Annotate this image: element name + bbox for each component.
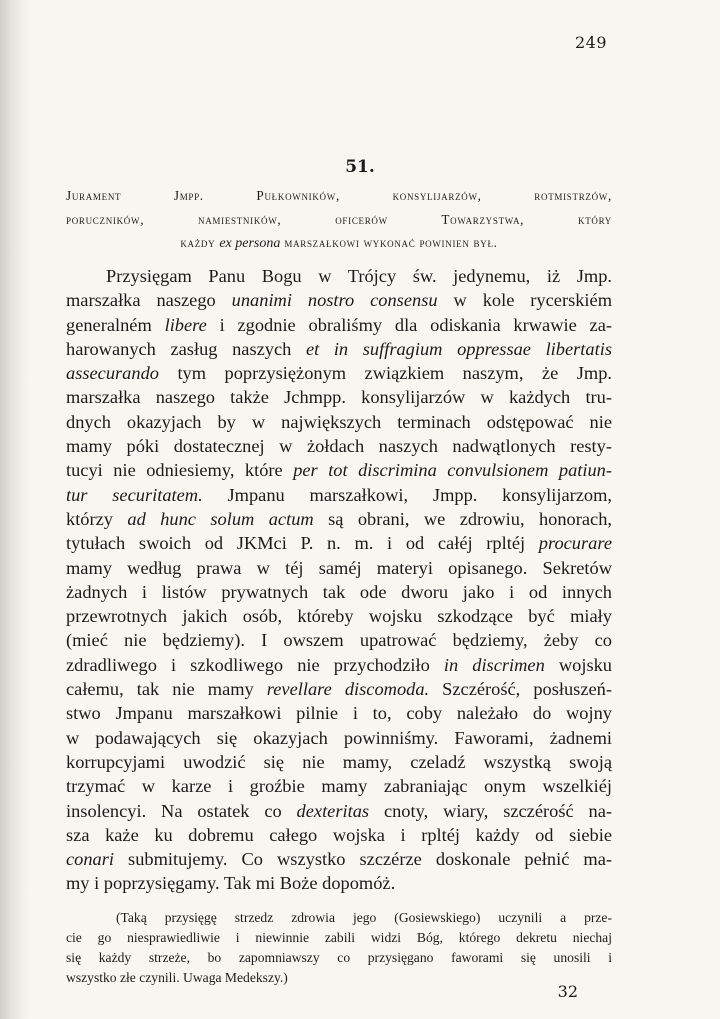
note-line: (Taką przysięgę strzedz zdrowia jego (Gosiewskiego) uczynili a prze- [116, 910, 612, 925]
text-segment: mamy póki dostatecznej w żołdach naszych nadwątlonych resty- [66, 436, 612, 457]
text-line [66, 337, 612, 361]
italic-latin-phrase: unanimi nostro consensu [231, 290, 438, 311]
text-segment: sza każe ku dobremu całego wojska i rpltéj każdy od siebie [66, 824, 612, 845]
text-segment: żadnych i listów prywatnych tak ode dworu jako i od innych [66, 581, 612, 602]
italic-latin-phrase: in discrimen [443, 654, 545, 675]
text-segment: harowanych zasług naszych [66, 338, 306, 359]
text-line [66, 604, 612, 628]
text-line [66, 313, 612, 337]
text-line [66, 288, 612, 312]
text-line [66, 628, 612, 652]
text-line [66, 361, 612, 385]
text-segment: submitujemy. Co wszystko szczérze doskonale pełnić ma- [114, 849, 612, 870]
text-line [66, 726, 612, 750]
italic-latin-phrase: assecurando [66, 363, 159, 384]
text-segment: stwo Jmpanu marszałkowi pilnie i to, coby należało do wojny [66, 703, 612, 724]
text-segment: mamy według prawa w téj saméj materyi opisanego. Sekretów [66, 557, 612, 578]
italic-latin-phrase: dexteritas [296, 800, 370, 821]
text-line [66, 653, 612, 677]
heading-italic-text: ex persona [219, 236, 281, 251]
oath-text [66, 264, 612, 896]
text-line [66, 580, 612, 604]
signature-mark: 32 [557, 982, 578, 1001]
text-segment: marszałka naszego [66, 290, 232, 311]
text-line [66, 823, 612, 847]
book-spine-shadow [0, 0, 30, 1019]
text-line [66, 871, 612, 895]
text-segment: Jmpanu marszałkowi, Jmpp. konsylijarzom, [202, 484, 612, 505]
text-segment: w kole rycerskiém [437, 290, 613, 311]
heading-line [66, 231, 612, 256]
note-line: się każdy strzeże, bo zapomniawszy co przysięgano faworami się unosili i [66, 950, 612, 965]
text-line [66, 531, 612, 555]
text-line [66, 774, 612, 798]
text-segment: tucyi nie odniesiemy, które [66, 460, 294, 481]
text-segment: przewrotnych jakich osób, któreby wojsku szkodzące być miały [66, 606, 612, 627]
editorial-note [66, 908, 612, 988]
text-segment: marszałka naszego także Jchmpp. konsylijarzów w każdych tru- [66, 387, 612, 408]
document-number: 51. [345, 157, 375, 177]
text-segment: zdradliwego i szkodliwego nie przychodziło [66, 654, 444, 675]
text-segment: insolencyi. Na ostatek co [66, 800, 297, 821]
text-line [66, 264, 612, 288]
text-segment: (mieć nie będziemy). I owszem upatrować będziemy, żeby co [66, 630, 612, 651]
text-segment: generalném [66, 314, 165, 335]
text-segment: trzymać w karze i groźbie mamy zabraniając onym wszelkiéj [66, 776, 612, 797]
text-line [66, 507, 612, 531]
text-line [66, 483, 612, 507]
text-segment: całemu, tak nie mamy [66, 679, 267, 700]
italic-latin-phrase: conari [66, 849, 115, 870]
heading-line: poruczników, namiestników, oficerów Towarzystwa, który [66, 211, 612, 227]
text-segment: i zgodnie obraliśmy dla odiskania krwawie za- [206, 314, 612, 335]
text-segment: są obrani, we zdrowiu, honorach, [313, 508, 612, 529]
text-segment: cnoty, wiary, szczérość na- [369, 800, 612, 821]
text-line [66, 458, 612, 482]
text-line [66, 385, 612, 409]
heading-text: każdy [180, 235, 216, 250]
page-number: 249 [574, 33, 607, 52]
text-segment: my i poprzysięgamy. Tak mi Boże dopomóż. [66, 873, 396, 894]
heading-line: Jurament Jmpp. Pułkowników, konsylijarzów, rotmistrzów, [66, 188, 612, 203]
text-line [66, 750, 612, 774]
text-line [66, 799, 612, 823]
text-line [66, 556, 612, 580]
italic-latin-phrase: per tot discrimina convulsionem patiun- [293, 460, 612, 481]
text-segment: wojsku [544, 654, 612, 675]
note-line: wszystko złe czynili. Uwaga Medekszy.) [66, 970, 288, 985]
text-line [66, 701, 612, 725]
italic-latin-phrase: et in suffragium oppressae libertatis [305, 338, 612, 359]
text-line [66, 410, 612, 434]
document-heading [66, 184, 612, 256]
italic-latin-phrase: ad hunc solum actum [127, 508, 314, 529]
text-segment: którzy [66, 508, 128, 529]
text-segment: korrupcyjami uwodzić się nie mamy, czeladź wszystką swoją [66, 751, 612, 772]
italic-latin-phrase: libere [164, 314, 207, 335]
italic-latin-phrase: procurare [538, 533, 612, 554]
italic-latin-phrase: tur securitatem. [66, 484, 203, 505]
text-segment: Szczérość, posłuszeń- [429, 679, 612, 700]
heading-text: marszałkowi wykonać powinien był. [284, 235, 498, 250]
note-line: cie go niesprawiedliwie i niewinnie zabili widzi Bóg, którego dekretu niechaj [66, 930, 612, 945]
text-segment: dnych okazyjach by w największych terminach odstępować nie [66, 411, 612, 432]
text-line [66, 677, 612, 701]
text-segment: Przysięgam Panu Bogu w Trójcy św. jedynemu, iż Jmp. [106, 266, 612, 286]
text-segment: w podawających się okazyjach powinniśmy. Faworami, żadnemi [66, 727, 612, 748]
text-line [66, 434, 612, 458]
text-line [66, 847, 612, 871]
text-segment: tytułach swoich od JKMci P. n. m. i od całéj rpltéj [66, 533, 539, 554]
italic-latin-phrase: revellare discomoda. [266, 679, 430, 700]
text-segment: tym poprzysiężonym związkiem naszym, że Jmp. [158, 363, 612, 384]
